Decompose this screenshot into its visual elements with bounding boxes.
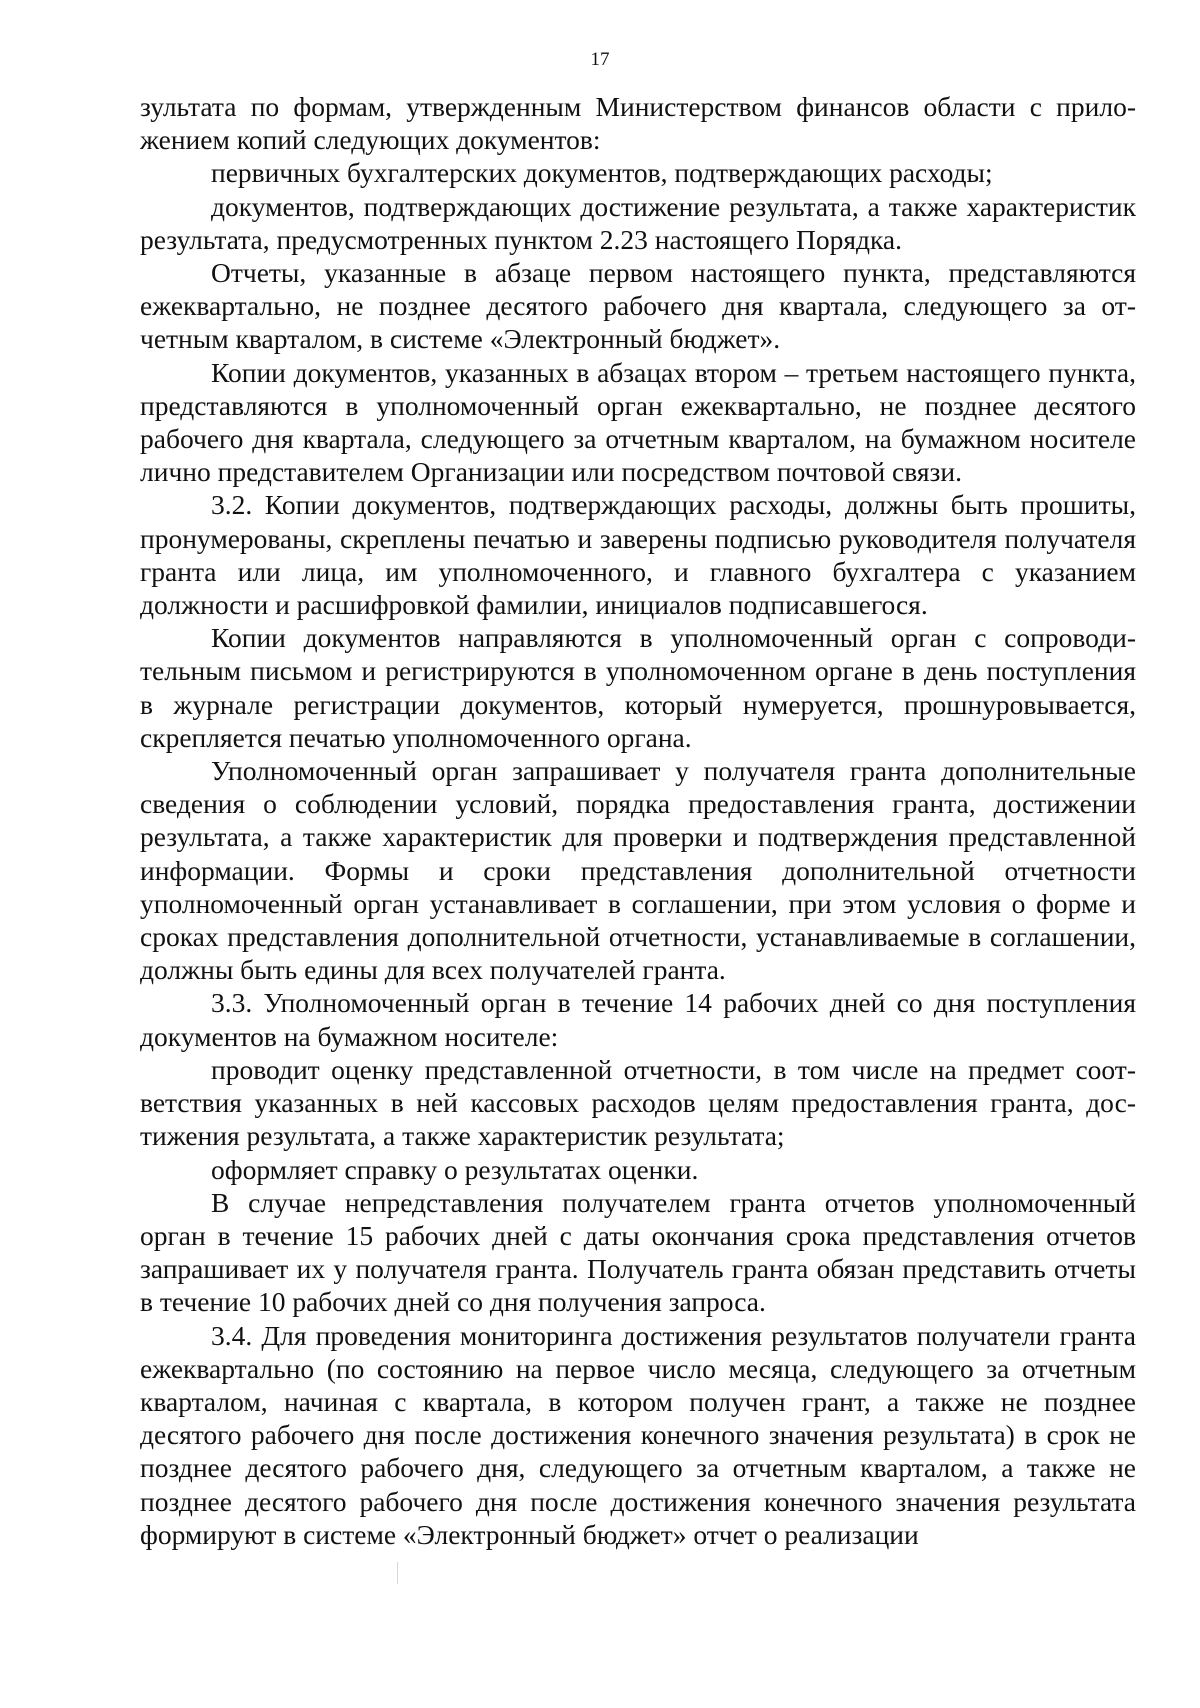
paragraph-continuation: зультата по формам, утвержденным Министерством финансов области с приложением копий следующих документов:	[140, 91, 1136, 156]
paragraph-section-3-4: 3.4. Для проведения мониторинга достижения результатов получатели гранта ежеквартально (по состоянию на первое число месяца, следующего за отчетным кварталом, начиная с квартала, в котором получен грант, а также не позднее десятого рабочего дня после достижения конечного значения результата) в срок не позднее десятого рабочего дня, следующего за отчетным кварталом, а также не позднее десятого рабочего дня после достижения конечного значения результата формируют в системе «Электронный бюджет» отчет о реализации	[140, 1319, 1136, 1550]
paragraph-certificate: оформляет справку о результатах оценки.	[211, 1153, 699, 1185]
paragraph-assessment: проводит оценку представленной отчетности, в том числе на предмет соответствия указанных в ней кассовых расходов целям предоставления гранта, достижения результата, а также характеристик результата;	[140, 1053, 1136, 1152]
paragraph-primary-documents: первичных бухгалтерских документов, подтверждающих расходы;	[211, 157, 993, 189]
paragraph-result-documents: документов, подтверждающих достижение результата, а также характеристик результата, предусмотренных пунктом 2.23 настоящего Порядка.	[140, 190, 1136, 255]
paragraph-additional-info: Уполномоченный орган запрашивает у получателя гранта дополнительные сведения о соблюдении условий, порядка предоставления гранта, достижении результата, а также характеристик для проверки и подтверждения представленной информации. Формы и сроки представления дополнительной отчетности уполномоченный орган устанавливает в соглашении, при этом условия о форме и сроках представления дополнительной отчетности, устанавливаемые в соглашении, должны быть едины для всех получателей гранта.	[140, 755, 1136, 986]
page-number: 17	[590, 49, 610, 70]
paragraph-copies-registration: Копии документов направляются в уполномоченный орган с сопроводительным письмом и регистрируются в уполномоченном органе в день поступления в журнале регистрации документов, который нумеруется, прошнуровывается, скрепляется печатью уполномоченного органа.	[140, 622, 1136, 753]
scan-artifact	[397, 1562, 398, 1584]
document-body	[140, 90, 1136, 1551]
paragraph-reports-quarterly: Отчеты, указанные в абзаце первом настоящего пункта, представляются ежеквартально, не позднее десятого рабочего дня квартала, следующего за отчетным кварталом, в системе «Электронный бюджет».	[140, 257, 1136, 355]
paragraph-section-3-3: 3.3. Уполномоченный орган в течение 14 рабочих дней со дня поступления документов на бумажном носителе:	[140, 987, 1136, 1052]
paragraph-section-3-2: 3.2. Копии документов, подтверждающих расходы, должны быть прошиты, пронумерованы, скреплены печатью и заверены подписью руководителя получателя гранта или лица, им уполномоченного, и главного бухгалтера с указанием должности и расшифровкой фамилии, инициалов подписавшегося.	[140, 489, 1136, 621]
paragraph-document-copies: Копии документов, указанных в абзацах втором – третьем настоящего пункта, представляются в уполномоченный орган ежеквартально, не позднее десятого рабочего дня квартала, следующего за отчетным кварталом, на бумажном носителе лично представителем Организации или посредством почтовой связи.	[140, 356, 1136, 488]
paragraph-non-submission: В случае непредставления получателем гранта отчетов уполномоченный орган в течение 15 рабочих дней с даты окончания срока представления отчетов запрашивает их у получателя гранта. Получатель гранта обязан представить отчеты в течение 10 рабочих дней со дня получения запроса.	[140, 1186, 1136, 1318]
